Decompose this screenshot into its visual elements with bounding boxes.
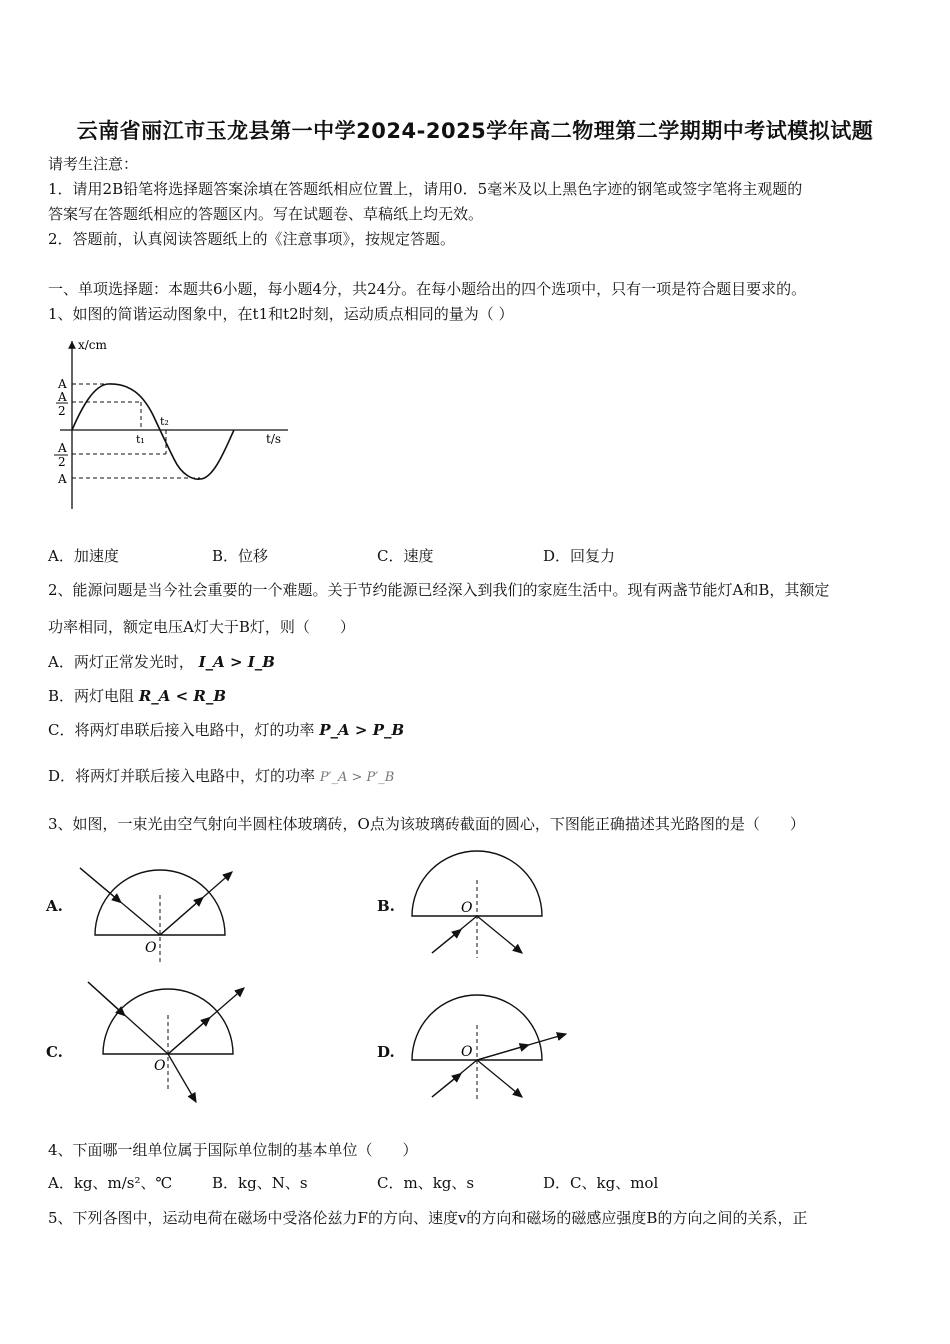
q3-stem: 3、如图，一束光由空气射向半圆柱体玻璃砖，O点为该玻璃砖截面的圆心，下图能正确描述其光路图的是（ ） (48, 815, 805, 833)
label-A-half-top: A (58, 390, 67, 404)
q3-b-center-label: O (461, 900, 473, 916)
q3-d-center-label: O (461, 1044, 473, 1060)
q3-diagram-a (80, 868, 232, 962)
q4-stem: 4、下面哪一组单位属于国际单位制的基本单位（ ） (48, 1141, 418, 1159)
sine-curve (72, 384, 234, 479)
q3-label-b: B. (377, 897, 395, 915)
q2-option-c (48, 719, 404, 740)
q1-option-a: A．加速度 (48, 547, 119, 565)
q1-option-c: C．速度 (377, 547, 434, 565)
q3-label-a: A. (46, 897, 63, 915)
q4-option-c: C．m、kg、s (377, 1174, 475, 1192)
q3-diagram-d (412, 995, 566, 1102)
q3-label-d: D. (377, 1043, 395, 1061)
q3-diagram-c (88, 982, 244, 1102)
q2-option-c-formula: P_A > P_B (319, 721, 405, 739)
q2-option-c-text: C．将两灯串联后接入电路中，灯的功率 (48, 721, 315, 739)
page-title: 云南省丽江市玉龙县第一中学2024-2025学年高二物理第二学期期中考试模拟试题 (76, 119, 874, 143)
notice-item-1b: 答案写在答题纸相应的答题区内。写在试题卷、草稿纸上均无效。 (48, 205, 484, 223)
label-A-top: A (58, 377, 67, 391)
y-axis-label: x/cm (78, 338, 107, 352)
x-axis-label: t/s (266, 432, 282, 446)
label-2-bottom: 2 (58, 455, 66, 469)
q4-option-d: D．C、kg、mol (543, 1174, 659, 1192)
q2-option-a-text: A．两灯正常发光时， (48, 653, 194, 671)
q4-option-b: B．kg、N、s (212, 1174, 308, 1192)
q3-diagram-b (412, 851, 542, 958)
label-2-top: 2 (58, 404, 66, 418)
q1-stem: 1、如图的简谐运动图象中，在t1和t2时刻，运动质点相同的量为（ ） (48, 305, 514, 323)
label-A-half-bottom: A (58, 441, 67, 455)
q2-option-d-text: D．将两灯并联后接入电路中，灯的功率 (48, 767, 316, 785)
label-t2: t₂ (160, 415, 169, 428)
q1-graph (48, 335, 298, 515)
section-heading: 一、单项选择题：本题共6小题，每小题4分，共24分。在每小题给出的四个选项中，只有一项是符合题目要求的。 (48, 280, 807, 298)
label-t1: t₁ (136, 433, 145, 446)
q2-stem-b: 功率相同，额定电压A灯大于B灯，则（ ） (48, 618, 355, 636)
q1-option-b: B．位移 (212, 547, 269, 565)
q1-option-d: D．回复力 (543, 547, 616, 565)
q2-option-b-formula: R_A < R_B (138, 687, 227, 705)
q3-label-c: C. (46, 1043, 63, 1061)
q2-option-d (48, 765, 394, 786)
q2-option-a (48, 651, 275, 672)
q2-option-b-text: B．两灯电阻 (48, 687, 135, 705)
q2-option-a-formula: I_A > I_B (198, 653, 275, 671)
q5-stem: 5、下列各图中，运动电荷在磁场中受洛伦兹力F的方向、速度v的方向和磁场的磁感应强度B的方向之间的关系，正 (48, 1209, 808, 1227)
notice-item-2: 2．答题前，认真阅读答题纸上的《注意事项》，按规定答题。 (48, 230, 456, 248)
q4-option-a: A．kg、m/s²、℃ (48, 1174, 173, 1192)
notice-item-1a: 1．请用2B铅笔将选择题答案涂填在答题纸相应位置上，请用0．5毫米及以上黑色字迹的钢笔或签字笔将主观题的 (48, 180, 803, 198)
q2-stem-a: 2、能源问题是当今社会重要的一个难题。关于节约能源已经深入到我们的家庭生活中。现有两盏节能灯A和B，其额定 (48, 581, 830, 599)
q2-option-d-formula: P′_A > P′_B (319, 770, 395, 785)
label-A-bottom: A (58, 472, 67, 486)
q3-a-center-label: O (145, 940, 157, 956)
q3-diagrams (0, 840, 950, 1110)
notice-heading: 请考生注意： (48, 155, 139, 173)
q3-c-center-label: O (154, 1058, 166, 1074)
q2-option-b (48, 685, 226, 706)
